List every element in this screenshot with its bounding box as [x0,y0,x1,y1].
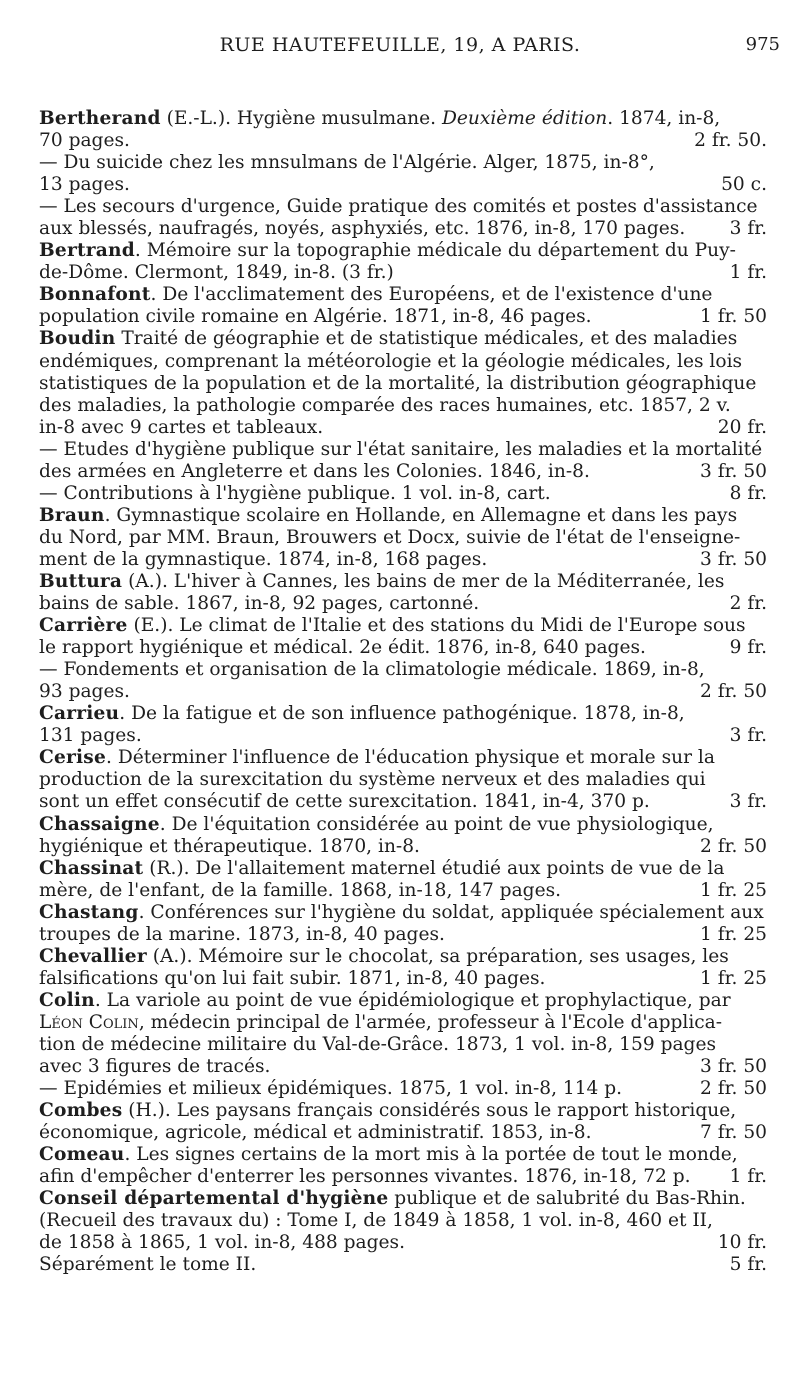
catalog-entry [39,108,767,152]
entry-line [39,504,767,527]
price: 5 fr. [729,1254,767,1276]
entry-line [39,1210,767,1232]
entry-text: falsifications qu'on lui fait subir. 1871, in-8, 40 pages. [39,967,546,989]
entry-text: avec 3 figures de tracés. [39,1056,271,1078]
entry-line [39,879,767,902]
entry-text: ment de la gymnastique. 1874, in-8, 168 pages. [39,548,488,570]
price: 1 fr. [729,262,767,284]
catalog-entries [39,108,767,1276]
entry-line [39,240,767,262]
entry-line [39,108,767,130]
entry-line [39,1056,767,1078]
entry-line [39,394,767,417]
entry-text: Colin. La variole au point de vue épidémiologique et prophylactique, par [39,989,731,1011]
price: 3 fr. 50 [700,460,767,482]
entry-line [39,1033,767,1056]
catalog-entry [39,571,767,615]
entry-line [39,1122,767,1144]
entry-line [39,1188,767,1210]
entry-line [39,196,767,218]
entry-text: le rapport hygiénique et médical. 2e édit. 1876, in-8, 640 pages. [39,637,646,659]
entry-text: — Fondements et organisation de la climatologie médicale. 1869, in-8, [39,659,705,681]
entry-text: Carrière (E.). Le climat de l'Italie et des stations du Midi de l'Europe sous [39,615,746,637]
entry-line [39,989,767,1012]
catalog-entry [39,240,767,284]
entry-line [39,1166,767,1188]
entry-line [39,526,767,549]
entry-text: mère, de l'enfant, de la famille. 1868, in-18, 147 pages. [39,879,562,901]
catalog-entry [39,483,767,505]
entry-text: Bertherand (E.-L.). Hygiène musulmane. Deuxième édition. 1874, in-8, [39,108,721,129]
catalog-entry [39,703,767,747]
entry-text: hygiénique et thérapeutique. 1870, in-8. [39,835,420,857]
edition-note: Deuxième édition [441,108,608,129]
author-name: Braun [39,504,105,526]
author-name: Chevallier [39,945,147,967]
entry-text: Chevallier (A.). Mémoire sur le chocolat, sa préparation, ses usages, les [39,945,729,967]
price: 3 fr. 50 [700,1056,767,1078]
entry-line [39,791,767,813]
catalog-entry [39,1254,767,1276]
entry-text: sont un effet consécutif de cette surexcitation. 1841, in-4, 370 p. [39,791,650,813]
entry-text: Séparément le tome II. [39,1254,257,1276]
page-header [0,34,800,64]
price: 1 fr. 25 [700,879,767,901]
price: 2 fr. 50 [700,681,767,703]
author-name: Bertherand [39,108,161,129]
entry-line [39,350,767,373]
entry-line [39,1144,767,1166]
entry-text: 131 pages. [39,725,142,747]
entry-line [39,1011,767,1034]
entry-text: des armées en Angleterre et dans les Colonies. 1846, in-8. [39,460,590,482]
entry-line [39,637,767,659]
entry-text: population civile romaine en Algérie. 1871, in-8, 46 pages. [39,306,592,328]
author-name: Cerise [39,747,106,769]
entry-text: Cerise. Déterminer l'influence de l'éducation physique et morale sur la [39,747,715,769]
author-name: Chassaigne [39,813,160,835]
catalog-entry [39,615,767,659]
author-name: Conseil départemental d'hygiène [39,1188,389,1210]
entry-text: — Epidémies et milieux épidémiques. 1875, 1 vol. in-8, 114 p. [39,1078,623,1100]
entry-line [39,901,767,924]
price: 8 fr. [729,482,767,504]
author-name: Bonnafont [39,284,151,306]
entry-line [39,482,767,505]
entry-line [39,923,767,946]
catalog-entry [39,196,767,240]
entry-text: Chastang. Conférences sur l'hygiène du soldat, appliquée spécialement aux [39,901,764,923]
price: 3 fr. 50 [700,548,767,570]
entry-text: — Les secours d'urgence, Guide pratique des comités et postes d'assistance [39,196,758,218]
author-name: Combes [39,1100,123,1122]
price: 2 fr. 50 [700,835,767,857]
page-number: 975 [745,34,780,55]
price: 3 fr. [729,218,767,240]
entry-text: Buttura (A.). L'hiver à Cannes, les bains de mer de la Méditerranée, les [39,570,725,592]
entry-line [39,725,767,747]
catalog-entry [39,152,767,196]
entry-line [39,747,767,769]
catalog-entry [39,990,767,1078]
entry-text: Comeau. Les signes certains de la mort mis à la portée de tout le monde, [39,1144,738,1166]
entry-text: de-Dôme. Clermont, 1849, in-8. (3 fr.) [39,262,394,284]
entry-line [39,703,767,725]
entry-line [39,1078,767,1100]
entry-text: — Du suicide chez les mnsulmans de l'Algérie. Alger, 1875, in-8°, [39,152,655,174]
running-head: RUE HAUTEFEUILLE, 19, A PARIS. [219,34,581,56]
entry-text: Carrieu. De la fatigue et de son influence pathogénique. 1878, in-8, [39,703,685,725]
catalog-entry [39,1078,767,1100]
catalog-entry [39,328,767,438]
entry-line [39,460,767,483]
price: 1 fr. [729,1166,767,1188]
author-name: Comeau [39,1144,125,1166]
entry-text: afin d'empêcher d'enterrer les personnes vivantes. 1876, in-18, 72 p. [39,1166,691,1188]
entry-line [39,769,767,791]
price: 2 fr. 50 [700,1078,767,1100]
entry-line [39,284,767,306]
catalog-entry [39,659,767,703]
entry-line [39,306,767,328]
entry-text: Bertrand. Mémoire sur la topographie médicale du département du Puy- [39,240,736,262]
catalog-entry [39,1144,767,1188]
entry-text: tion de médecine militaire du Val-de-Grâce. 1873, 1 vol. in-8, 159 pages [39,1033,717,1055]
entry-line [39,1232,767,1254]
entry-text: production de la surexcitation du système nerveux et des maladies qui [39,769,706,791]
entry-line [39,857,767,880]
entry-text: Chassaigne. De l'équitation considérée au point de vue physiologique, [39,813,714,835]
entry-text: endémiques, comprenant la météorologie et la géologie médicales, les lois [39,350,743,372]
entry-line [39,1100,767,1122]
catalog-entry [39,814,767,858]
entry-line [39,967,767,990]
entry-text: Léon Colin, médecin principal de l'armée, professeur à l'Ecole d'applica- [39,1011,723,1033]
author-name: Bertrand [39,240,135,262]
entry-text: (Recueil des travaux du) : Tome I, de 1849 à 1858, 1 vol. in-8, 460 et II, [39,1210,713,1232]
catalog-entry [39,1188,767,1254]
entry-text: aux blessés, naufragés, noyés, asphyxiés, etc. 1876, in-8, 170 pages. [39,218,686,240]
entry-line [39,438,767,461]
entry-text: — Contributions à l'hygiène publique. 1 vol. in-8, cart. [39,482,551,504]
catalog-entry [39,946,767,990]
price: 9 fr. [729,637,767,659]
entry-line [39,593,767,615]
entry-text: bains de sable. 1867, in-8, 92 pages, cartonné. [39,593,480,615]
entry-line [39,130,767,152]
entry-line [39,218,767,240]
author-name: Carrière [39,615,128,637]
price: 3 fr. [729,725,767,747]
entry-line [39,328,767,350]
entry-text: 70 pages. [39,130,130,152]
price: 10 fr. [717,1232,767,1254]
price: 2 fr. 50. [694,130,767,152]
catalog-entry [39,747,767,813]
price: 20 fr. [717,416,767,438]
price: 1 fr. 50 [700,306,767,328]
entry-line [39,174,767,196]
author-name: Chassinat [39,857,144,879]
entry-line [39,945,767,968]
entry-line [39,570,767,593]
entry-text: troupes de la marine. 1873, in-8, 40 pages. [39,923,445,945]
author-name: Colin [39,989,95,1011]
author-name: Chastang [39,901,139,923]
entry-text: Bonnafont. De l'acclimatement des Européens, et de l'existence d'une [39,284,713,306]
catalog-entry [39,284,767,328]
entry-line [39,416,767,439]
author-name: Carrieu [39,703,120,725]
entry-line [39,681,767,703]
price: 2 fr. [729,593,767,615]
catalog-entry [39,439,767,483]
catalog-entry [39,902,767,946]
price: 50 c. [721,174,767,196]
entry-line [39,813,767,836]
author-small-caps: Léon Colin [39,1011,139,1033]
price: 1 fr. 25 [700,923,767,945]
entry-text: Combes (H.). Les paysans français considérés sous le rapport historique, [39,1100,737,1122]
catalog-entry [39,1100,767,1144]
entry-line [39,152,767,174]
catalog-entry [39,505,767,571]
entry-text: in-8 avec 9 cartes et tableaux. [39,416,324,438]
price: 7 fr. 50 [700,1122,767,1144]
catalog-entry [39,858,767,902]
entry-text: Braun. Gymnastique scolaire en Hollande, en Allemagne et dans les pays [39,504,738,526]
entry-text: — Etudes d'hygiène publique sur l'état sanitaire, les maladies et la mortalité [39,438,763,460]
entry-text: 13 pages. [39,174,130,196]
entry-line [39,548,767,571]
entry-text: statistiques de la population et de la mortalité, la distribution géographique [39,372,757,394]
entry-text: du Nord, par MM. Braun, Brouwers et Docx, suivie de l'état de l'enseigne- [39,526,741,548]
entry-text: économique, agricole, médical et administratif. 1853, in-8. [39,1122,592,1144]
entry-line [39,372,767,395]
price: 1 fr. 25 [700,967,767,989]
author-name: Boudin [39,328,116,350]
entry-text: Conseil départemental d'hygiène publique et de salubrité du Bas-Rhin. [39,1188,746,1210]
entry-text: des maladies, la pathologie comparée des races humaines, etc. 1857, 2 v. [39,394,731,416]
entry-text: 93 pages. [39,681,130,703]
entry-text: de 1858 à 1865, 1 vol. in-8, 488 pages. [39,1232,405,1254]
entry-line [39,262,767,284]
entry-text: Chassinat (R.). De l'allaitement maternel étudié aux points de vue de la [39,857,725,879]
entry-text: Boudin Traité de géographie et de statistique médicales, et des maladies [39,328,738,350]
entry-line [39,659,767,681]
entry-line [39,1254,767,1276]
entry-line [39,615,767,637]
price: 3 fr. [729,791,767,813]
entry-line [39,835,767,858]
author-name: Buttura [39,570,123,592]
